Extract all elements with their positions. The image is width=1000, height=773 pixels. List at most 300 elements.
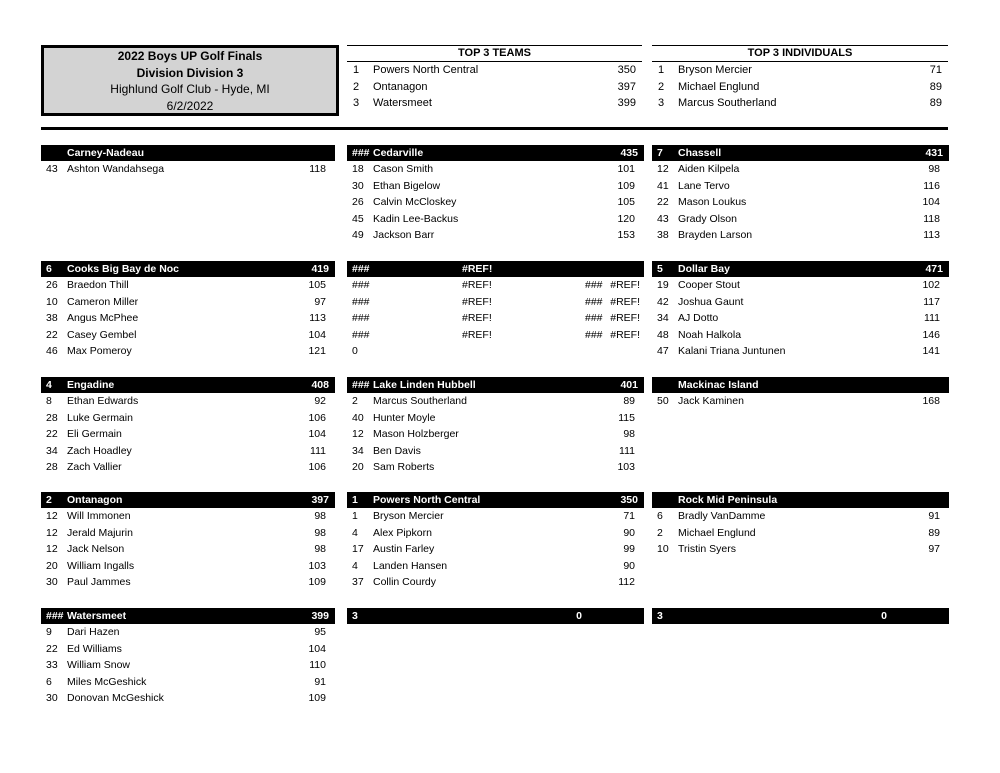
player-rank: 0: [352, 345, 358, 358]
player-score: 91: [928, 510, 940, 522]
player-rank: 22: [46, 428, 58, 441]
player-score: 91: [314, 675, 326, 688]
player-row: [652, 343, 949, 360]
player-score: 168: [922, 395, 940, 407]
player-row: [41, 641, 335, 658]
player-name: Ben Davis: [373, 444, 421, 457]
top-individual-row: [652, 61, 948, 79]
player-score: 104: [308, 428, 326, 441]
player-row: [652, 227, 949, 244]
player-rank: 28: [46, 461, 58, 474]
player-score: 98: [623, 428, 635, 441]
team-header-bar: [347, 261, 644, 277]
player-rank: 12: [657, 163, 669, 175]
player-row: [41, 294, 335, 311]
player-ref-score: #REF!: [610, 312, 640, 325]
player-rank: 38: [46, 312, 58, 325]
player-rank: 49: [352, 229, 364, 242]
player-name: Kalani Triana Juntunen: [678, 345, 786, 358]
player-rank: 43: [46, 163, 58, 175]
player-rank: 19: [657, 279, 669, 291]
team-rank: 5: [657, 263, 663, 275]
team-header-bar: [347, 492, 644, 508]
player-row: [652, 178, 949, 195]
event-title: 2022 Boys UP Golf Finals: [117, 49, 263, 63]
player-ref-score: #REF!: [610, 279, 640, 291]
team-name: Powers North Central: [373, 64, 479, 76]
player-row: [652, 541, 949, 558]
team-header-bar: [41, 261, 335, 277]
team-score: 397: [311, 494, 329, 506]
rank: 1: [658, 64, 665, 76]
player-rank: 30: [46, 576, 58, 589]
player-score: 98: [314, 510, 326, 522]
top-individuals-panel: [652, 45, 948, 112]
rank: 3: [353, 97, 360, 109]
player-score: 104: [308, 642, 326, 655]
player-score: 89: [928, 526, 940, 539]
player-name: Michael Englund: [678, 526, 756, 539]
team-score: 408: [311, 379, 329, 391]
team-score: 350: [617, 64, 636, 76]
team-name: Carney-Nadeau: [67, 147, 145, 159]
team-score: 350: [620, 494, 638, 506]
team-score: 435: [620, 147, 638, 159]
player-rank: 46: [46, 345, 58, 358]
player-row: [652, 161, 949, 178]
team-header-bar: [652, 377, 949, 393]
team-rank: 1: [352, 494, 358, 506]
team-header-bar: [41, 145, 335, 161]
player-score: 116: [923, 179, 940, 192]
player-row: [652, 310, 949, 327]
player-row: [41, 459, 335, 476]
player-score: 103: [617, 461, 635, 474]
player-name: Dari Hazen: [67, 626, 120, 638]
player-name: Bryson Mercier: [678, 64, 752, 76]
team-block: [41, 492, 335, 591]
rank: 2: [658, 80, 665, 93]
player-score: 104: [308, 328, 326, 341]
player-score: 118: [309, 163, 326, 175]
player-rank: 2: [352, 395, 358, 407]
player-row: [347, 327, 644, 344]
player-score: 90: [623, 526, 635, 539]
team-rank: ###: [352, 263, 370, 275]
player-name: Cooper Stout: [678, 279, 740, 291]
player-name: Cameron Miller: [67, 295, 139, 308]
rank: 2: [353, 80, 360, 93]
player-name: Casey Gembel: [67, 328, 137, 341]
player-name: Zach Vallier: [67, 461, 122, 474]
player-rank: 34: [46, 444, 58, 457]
player-rank: 37: [352, 576, 364, 589]
team-ref-value: 0: [881, 610, 887, 622]
team-score: 397: [617, 80, 636, 93]
player-row: [41, 161, 335, 178]
player-score: 101: [617, 163, 635, 175]
team-header-bar: [652, 261, 949, 277]
team-rank: 6: [46, 263, 52, 275]
player-row: [41, 525, 335, 542]
player-score: 109: [617, 179, 635, 192]
player-ref-rank: ###: [585, 295, 603, 308]
player-name: Calvin McCloskey: [373, 196, 457, 209]
team-header-bar: [652, 492, 949, 508]
team-name: Ontanagon: [373, 80, 428, 93]
team-header-bar: [347, 145, 644, 161]
top-team-row: [347, 95, 642, 112]
player-row: [652, 327, 949, 344]
player-row: [41, 541, 335, 558]
player-rank: 6: [657, 510, 663, 522]
player-score: 146: [922, 328, 940, 341]
player-score: 71: [623, 510, 635, 522]
team-header-bar: [347, 377, 644, 393]
player-rank: 2: [657, 526, 663, 539]
player-score: 98: [928, 163, 940, 175]
player-score: 109: [308, 692, 326, 705]
player-name: Alex Pipkorn: [373, 526, 432, 539]
player-score: 113: [923, 229, 940, 242]
team-rank: ###: [46, 610, 64, 622]
player-name: Hunter Moyle: [373, 411, 436, 424]
player-score: 113: [309, 312, 326, 325]
player-name: Braedon Thill: [67, 279, 129, 291]
player-rank: 45: [352, 212, 364, 225]
player-name: Grady Olson: [678, 212, 737, 225]
player-rank: 47: [657, 345, 669, 358]
player-name: Ed Williams: [67, 642, 122, 655]
team-block: [652, 145, 949, 244]
player-row: [347, 558, 644, 575]
team-name: Cooks Big Bay de Noc: [67, 263, 180, 275]
player-ref-score: #REF!: [610, 295, 640, 308]
player-row: [652, 277, 949, 294]
team-name: Watersmeet: [373, 97, 432, 109]
player-rank: 26: [46, 279, 58, 291]
player-row: [652, 194, 949, 211]
team-rank: 3: [657, 610, 663, 622]
top-team-row: [347, 61, 642, 79]
player-name: Collin Courdy: [373, 576, 437, 589]
player-ref-value: #REF!: [462, 312, 492, 325]
player-score: 117: [923, 295, 940, 308]
player-rank: 1: [352, 510, 358, 522]
team-rank: ###: [352, 379, 370, 391]
team-header-bar: [41, 377, 335, 393]
player-score: 110: [309, 659, 326, 672]
top-teams-header: TOP 3 TEAMS: [347, 45, 642, 61]
player-name: Jack Kaminen: [678, 395, 744, 407]
player-ref-rank: ###: [585, 328, 603, 341]
player-name: Ashton Wandahsega: [67, 163, 165, 175]
player-rank: 9: [46, 626, 52, 638]
player-name: Aiden Kilpela: [678, 163, 740, 175]
player-score: 71: [929, 64, 942, 76]
player-score: 109: [308, 576, 326, 589]
team-header-bar: [652, 608, 949, 624]
player-rank: 4: [352, 526, 358, 539]
player-ref-value: #REF!: [462, 295, 492, 308]
player-name: Noah Halkola: [678, 328, 742, 341]
rank: 1: [353, 64, 360, 76]
player-row: [652, 294, 949, 311]
player-row: [347, 525, 644, 542]
player-name: Austin Farley: [373, 543, 435, 556]
player-row: [41, 310, 335, 327]
event-date: 6/2/2022: [166, 98, 214, 113]
player-row: [652, 393, 949, 410]
player-row: [652, 508, 949, 525]
team-name: Engadine: [67, 379, 115, 391]
team-name: Lake Linden Hubbell: [373, 379, 476, 391]
player-rank: 43: [657, 212, 669, 225]
player-name: Angus McPhee: [67, 312, 139, 325]
player-row: [41, 277, 335, 294]
player-rank: ###: [352, 295, 370, 308]
team-block: [41, 145, 335, 178]
team-block: [652, 492, 949, 558]
player-name: Zach Hoadley: [67, 444, 132, 457]
player-name: Brayden Larson: [678, 229, 753, 242]
event-division: Division Division 3: [136, 65, 244, 80]
player-name: Jack Nelson: [67, 543, 125, 556]
player-ref-rank: ###: [585, 279, 603, 291]
team-name: Dollar Bay: [678, 263, 730, 275]
top-individual-row: [652, 79, 948, 96]
player-row: [347, 227, 644, 244]
player-ref-value: #REF!: [462, 279, 492, 291]
team-name: Ontanagon: [67, 494, 123, 506]
player-name: Tristin Syers: [678, 543, 736, 556]
player-rank: 10: [657, 543, 669, 556]
player-name: Marcus Southerland: [373, 395, 467, 407]
player-row: [347, 508, 644, 525]
team-header-bar: [652, 145, 949, 161]
team-score: 399: [311, 610, 329, 622]
team-rank: 4: [46, 379, 52, 391]
player-row: [652, 211, 949, 228]
team-block: [652, 608, 949, 624]
team-header-bar: [41, 608, 335, 624]
player-score: 153: [617, 229, 635, 242]
player-rank: 12: [46, 543, 58, 556]
player-name: AJ Dotto: [678, 312, 719, 325]
player-score: 89: [929, 97, 942, 109]
player-rank: ###: [352, 328, 370, 341]
team-name: Watersmeet: [67, 610, 127, 622]
player-name: Mason Holzberger: [373, 428, 459, 441]
player-row: [41, 410, 335, 427]
player-row: [41, 393, 335, 410]
player-score: 90: [623, 559, 635, 572]
team-score: 431: [925, 147, 943, 159]
player-rank: 30: [352, 179, 364, 192]
player-name: Eli Germain: [67, 428, 122, 441]
top-individual-row: [652, 95, 948, 112]
team-score: 419: [311, 263, 329, 275]
player-name: Jackson Barr: [373, 229, 435, 242]
player-row: [347, 541, 644, 558]
team-block: [41, 261, 335, 360]
player-rank: 22: [657, 196, 669, 209]
player-row: [652, 525, 949, 542]
team-name: Rock Mid Peninsula: [678, 494, 778, 506]
player-row: [41, 690, 335, 707]
team-rank: 2: [46, 494, 52, 506]
player-name: Will Immonen: [67, 510, 131, 522]
team-block: [41, 608, 335, 707]
team-name: Mackinac Island: [678, 379, 759, 391]
player-name: Donovan McGeshick: [67, 692, 164, 705]
player-name: Lane Tervo: [678, 179, 730, 192]
player-rank: 22: [46, 642, 58, 655]
player-name: Sam Roberts: [373, 461, 435, 474]
team-score: 471: [925, 263, 943, 275]
player-score: 98: [314, 526, 326, 539]
player-rank: 12: [46, 526, 58, 539]
player-row: [347, 426, 644, 443]
player-score: 112: [618, 576, 635, 589]
player-rank: 6: [46, 675, 52, 688]
team-block: [347, 261, 644, 360]
player-score: 115: [618, 411, 635, 424]
player-row: [347, 161, 644, 178]
player-row: [347, 194, 644, 211]
player-row: [41, 574, 335, 591]
player-row: [347, 393, 644, 410]
team-name: Chassell: [678, 147, 722, 159]
player-rank: ###: [352, 279, 370, 291]
player-rank: 8: [46, 395, 52, 407]
player-row: [41, 443, 335, 460]
player-name: Jerald Majurin: [67, 526, 133, 539]
player-row: [41, 343, 335, 360]
player-score: 102: [922, 279, 940, 291]
top-individuals-header: TOP 3 INDIVIDUALS: [652, 45, 948, 61]
team-rank: 7: [657, 147, 663, 159]
team-score: 401: [620, 379, 638, 391]
player-row: [41, 508, 335, 525]
player-score: 89: [623, 395, 635, 407]
player-row: [347, 574, 644, 591]
player-score: 105: [308, 279, 326, 291]
player-score: 103: [308, 559, 326, 572]
player-name: Ethan Edwards: [67, 395, 139, 407]
player-rank: 18: [352, 163, 364, 175]
player-score: 141: [922, 345, 940, 358]
player-name: Bradly VanDamme: [678, 510, 766, 522]
player-row: [347, 178, 644, 195]
player-rank: 28: [46, 411, 58, 424]
player-score: 99: [623, 543, 635, 556]
team-ref-value: 0: [576, 610, 582, 622]
player-rank: 34: [657, 312, 669, 325]
player-name: William Ingalls: [67, 559, 135, 572]
player-score: 97: [928, 543, 940, 556]
team-rank: ###: [352, 147, 370, 159]
player-row: [41, 327, 335, 344]
player-rank: 30: [46, 692, 58, 705]
player-rank: 40: [352, 411, 364, 424]
team-block: [41, 377, 335, 476]
player-rank: 12: [352, 428, 364, 441]
player-name: Joshua Gaunt: [678, 295, 744, 308]
player-rank: 26: [352, 196, 364, 209]
top-teams-panel: [347, 45, 642, 112]
player-name: Cason Smith: [373, 163, 434, 175]
player-rank: 34: [352, 444, 364, 457]
player-rank: 10: [46, 295, 58, 308]
player-rank: 20: [46, 559, 58, 572]
player-name: Ethan Bigelow: [373, 179, 441, 192]
player-score: 106: [308, 411, 326, 424]
player-name: Bryson Mercier: [373, 510, 444, 522]
team-ref-value: #REF!: [462, 263, 493, 275]
player-score: 98: [314, 543, 326, 556]
team-block: [347, 377, 644, 476]
player-score: 106: [308, 461, 326, 474]
player-score: 104: [922, 196, 940, 209]
player-row: [347, 294, 644, 311]
player-score: 105: [617, 196, 635, 209]
player-name: Michael Englund: [678, 80, 760, 93]
player-name: Miles McGeshick: [67, 675, 147, 688]
player-row: [41, 657, 335, 674]
rank: 3: [658, 97, 665, 109]
player-row: [347, 443, 644, 460]
player-row: [347, 343, 644, 360]
team-block: [347, 608, 644, 624]
player-name: Paul Jammes: [67, 576, 131, 589]
player-row: [347, 211, 644, 228]
top-team-row: [347, 79, 642, 96]
player-name: Kadin Lee-Backus: [373, 212, 459, 225]
player-ref-score: #REF!: [610, 328, 640, 341]
team-block: [652, 261, 949, 360]
player-rank: 17: [352, 543, 364, 556]
player-name: Landen Hansen: [373, 559, 448, 572]
player-score: 111: [924, 312, 940, 325]
player-row: [347, 277, 644, 294]
player-name: William Snow: [67, 659, 131, 672]
player-row: [347, 459, 644, 476]
player-score: 97: [314, 295, 326, 308]
player-name: Max Pomeroy: [67, 345, 132, 358]
player-rank: 22: [46, 328, 58, 341]
team-block: [347, 492, 644, 591]
player-score: 95: [314, 626, 326, 638]
player-rank: 4: [352, 559, 358, 572]
team-header-bar: [347, 608, 644, 624]
player-rank: 41: [657, 179, 669, 192]
event-venue: Highlund Golf Club - Hyde, MI: [110, 82, 270, 96]
event-info-box: [41, 45, 339, 116]
team-name: Powers North Central: [373, 494, 481, 506]
player-score: 111: [619, 444, 635, 457]
player-row: [41, 624, 335, 641]
player-name: Luke Germain: [67, 411, 133, 424]
player-score: 89: [929, 80, 942, 93]
player-ref-rank: ###: [585, 312, 603, 325]
team-block: [347, 145, 644, 244]
player-ref-value: #REF!: [462, 328, 492, 341]
player-rank: 42: [657, 295, 669, 308]
player-row: [41, 674, 335, 691]
player-rank: 50: [657, 395, 669, 407]
player-rank: 20: [352, 461, 364, 474]
